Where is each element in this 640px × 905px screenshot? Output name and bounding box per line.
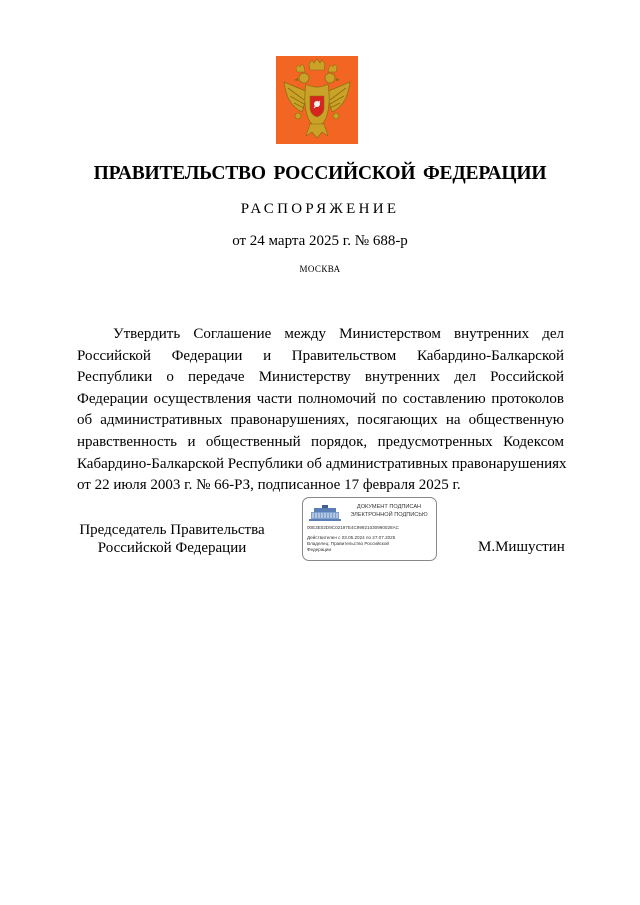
stamp-header-line: ЭЛЕКТРОННОЙ ПОДПИСЬЮ xyxy=(350,511,428,518)
signer-position-line: Российской Федерации xyxy=(97,540,247,556)
document-date-number: от 24 марта 2025 г. № 688-р xyxy=(232,233,408,249)
order-text-line: об административных правонарушениях, посягающих на общественную xyxy=(77,412,564,429)
order-text-line: Кабардино-Балкарской Республики об административных правонарушениях xyxy=(77,455,567,472)
order-text-line: нравственность и общественный порядок, предусмотренных Кодексом xyxy=(77,433,564,450)
document-type: РАСПОРЯЖЕНИЕ xyxy=(240,201,400,217)
stamp-owner: Владелец: Правительство Российской xyxy=(307,541,389,546)
order-text-line: Утвердить Соглашение между Министерством внутренних дел xyxy=(113,326,564,342)
government-building-icon xyxy=(308,504,342,522)
stamp-header-line: ДОКУМЕНТ ПОДПИСАН xyxy=(356,504,422,510)
stamp-validity: Действителен с 03.05.2024 по 27.07.2025 xyxy=(307,535,396,540)
order-text-line: Федерации осуществления части полномочий по составлению протоколов xyxy=(77,390,564,407)
signer-position-line: Председатель Правительства xyxy=(79,522,265,538)
electronic-signature-stamp xyxy=(302,497,437,561)
stamp-owner: Федерации xyxy=(307,547,332,552)
order-text-line: от 22 июля 2003 г. № 66-РЗ, подписанное 17 февраля 2025 г. xyxy=(77,477,461,494)
stamp-certificate: 00E3E02D9C02197E4C99921030990028AC xyxy=(307,525,399,530)
russian-coat-of-arms-icon xyxy=(276,56,358,144)
order-text-line: Республики о передаче Министерству внутренних дел Российской xyxy=(77,369,564,386)
signer-name: М.Мишустин xyxy=(478,539,565,555)
stamp-header xyxy=(343,504,435,519)
order-text xyxy=(77,324,567,497)
document-city: МОСКВА xyxy=(299,264,341,274)
order-text-line: Российской Федерации и Правительством Кабардино-Балкарской xyxy=(77,347,564,364)
signer-position xyxy=(77,521,267,557)
government-title: ПРАВИТЕЛЬСТВО РОССИЙСКОЙ ФЕДЕРАЦИИ xyxy=(93,163,547,184)
